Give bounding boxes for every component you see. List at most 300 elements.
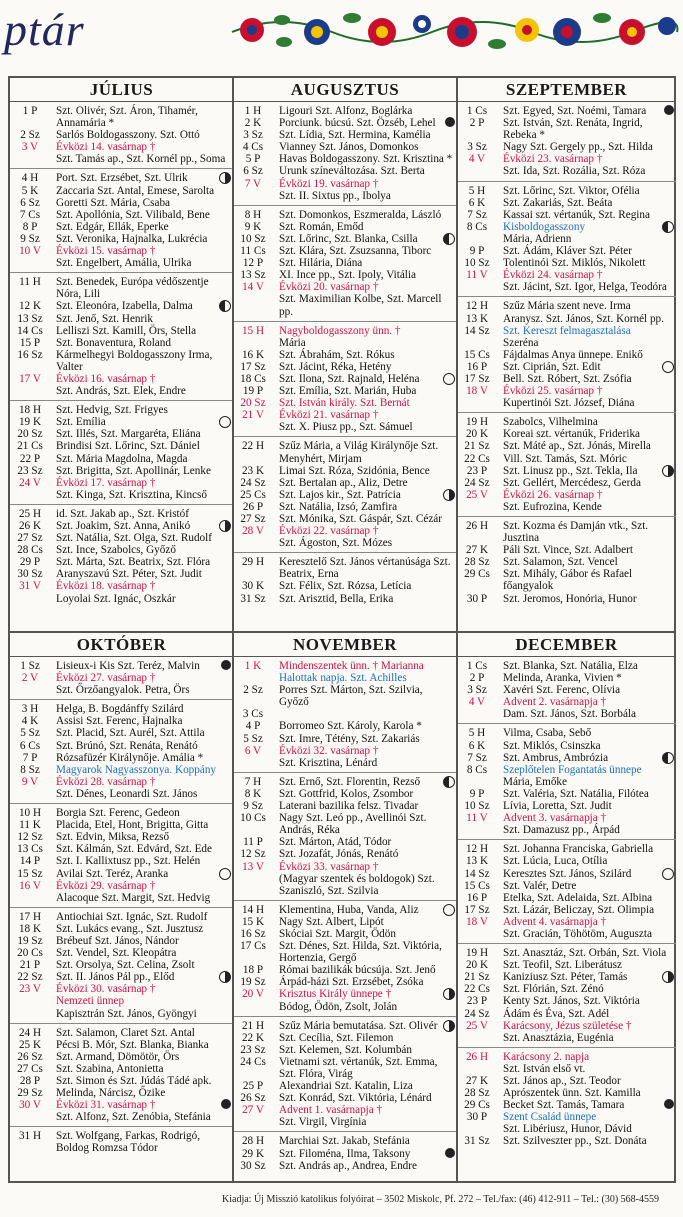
day-text: Brébeuf Szt. János, Nándor <box>56 934 179 947</box>
day-date: 13 V <box>242 860 264 873</box>
day-row <box>457 727 676 739</box>
day-saints <box>50 105 233 129</box>
day-saints <box>273 1001 457 1013</box>
day-saints <box>497 1051 676 1063</box>
day-date <box>233 337 273 349</box>
day-date: 8 Cs <box>466 763 488 776</box>
day-text: Szt. Kálmán, Szt. Edvárd, Szt. Ede <box>56 843 212 856</box>
day-date: 25 K <box>18 1038 42 1051</box>
day-text: Advent 1. vasárnapja † <box>279 1104 383 1117</box>
day-date: 14 H <box>241 903 265 916</box>
day-row <box>457 209 676 221</box>
day-text: Lelliszi Szt. Kamill, Örs, Stella <box>56 324 197 337</box>
day-saints <box>50 477 233 489</box>
day-row <box>10 404 233 416</box>
day-row <box>457 947 676 959</box>
day-text: Évközi 30. vasárnap † <box>56 983 156 996</box>
day-saints <box>273 1056 457 1080</box>
day-date: 25 Cs <box>240 488 266 501</box>
day-row <box>457 593 676 605</box>
day-saints <box>497 660 676 672</box>
day-saints <box>50 807 233 819</box>
day-text: Évközi 15. vasárnap † <box>56 245 156 258</box>
day-row <box>457 221 676 233</box>
week-block <box>233 901 457 1017</box>
day-row <box>10 416 233 428</box>
day-text: Évközi 21. vasárnap † <box>279 409 379 422</box>
day-row <box>233 337 457 349</box>
day-row <box>233 593 457 605</box>
day-row <box>10 995 233 1007</box>
day-saints <box>273 361 457 373</box>
week-block <box>10 273 233 401</box>
day-date: 22 Sz <box>17 971 43 984</box>
day-date <box>10 153 50 165</box>
day-text: Vilma, Csaba, Sebő <box>503 727 592 740</box>
day-text: Melinda, Aranka, Vivien * <box>503 672 622 685</box>
day-text: Nagy Szt. Gergely pp., Szt. Hilda <box>503 141 653 154</box>
day-date: 26 Sz <box>17 1050 43 1063</box>
day-date: 7 Sz <box>467 208 487 221</box>
day-row <box>10 440 233 452</box>
day-date: 23 V <box>19 983 41 996</box>
day-row <box>233 928 457 940</box>
day-date: 3 Sz <box>467 684 487 697</box>
day-text: Tolentinói Szt. Miklós, Nikolett <box>503 257 646 270</box>
day-row <box>457 1135 676 1147</box>
day-saints <box>273 593 457 605</box>
day-saints <box>273 660 457 672</box>
month-header: JÚLIUS <box>10 78 233 102</box>
day-row <box>233 848 457 860</box>
day-saints <box>497 947 676 959</box>
day-date: 4 V <box>468 696 486 709</box>
day-text: Bell. Szt. Róbert, Szt. Zsófia <box>503 372 632 385</box>
moon-phase-icon <box>443 776 455 788</box>
day-text: Szt. II. János Pál pp., Előd <box>56 971 175 984</box>
day-date: 24 Cs <box>240 1055 266 1068</box>
day-date <box>233 757 273 769</box>
day-date: 15 Cs <box>464 348 490 361</box>
day-text: Xavéri Szt. Ferenc, Olívia <box>503 684 621 697</box>
day-row <box>10 233 233 245</box>
week-block <box>457 1048 676 1151</box>
day-saints <box>273 281 457 293</box>
day-saints <box>50 349 233 373</box>
day-date: 16 Sz <box>17 348 43 361</box>
day-text: Koreai szt. vértanúk, Friderika <box>503 428 640 441</box>
day-row <box>233 1160 457 1172</box>
day-date: 16 Sz <box>240 927 266 940</box>
day-saints <box>497 300 676 312</box>
day-row <box>457 477 676 489</box>
day-row <box>233 129 457 141</box>
day-saints <box>50 416 233 428</box>
day-date: 17 Sz <box>240 360 266 373</box>
day-row <box>10 325 233 337</box>
day-text: Szt. Lukács evang., Szt. Jusztusz <box>56 922 204 935</box>
day-saints <box>497 1063 676 1075</box>
day-saints <box>273 812 457 836</box>
day-saints <box>50 276 233 300</box>
day-saints <box>497 325 676 337</box>
day-saints <box>50 1063 233 1075</box>
day-saints <box>273 1032 457 1044</box>
day-saints <box>50 129 233 141</box>
day-row <box>457 880 676 892</box>
day-text: Avilai Szt. Teréz, Aranka <box>56 867 169 880</box>
day-saints <box>497 1123 676 1135</box>
day-saints <box>497 727 676 739</box>
day-text: Szt. X. Piusz pp., Szt. Sámuel <box>279 421 413 434</box>
day-date: 1 Cs <box>466 105 488 117</box>
day-saints <box>273 1020 457 1032</box>
moon-phase-icon <box>445 1148 455 1158</box>
day-date: 10 H <box>18 807 42 820</box>
day-text: Szt. Márton, Atád, Tódor <box>279 836 392 849</box>
day-row <box>457 1032 676 1044</box>
day-date: 7 P <box>22 751 38 764</box>
day-text: Szt. Ábrahám, Szt. Rókus <box>279 348 395 361</box>
day-date: 7 H <box>244 775 262 788</box>
day-saints <box>50 1130 233 1154</box>
day-saints <box>497 800 676 812</box>
day-text: Bódog, Ödön, Zsolt, Jolán <box>279 1000 398 1013</box>
day-row <box>233 421 457 433</box>
day-saints <box>497 971 676 983</box>
day-date: 3 Sz <box>467 141 487 154</box>
day-saints <box>497 465 676 477</box>
day-date: 19 Sz <box>17 934 43 947</box>
day-date: 20 Sz <box>240 397 266 410</box>
moon-phase-icon <box>443 233 455 245</box>
day-date: 14 Sz <box>464 867 490 880</box>
moon-phase-icon <box>664 1099 674 1109</box>
day-row <box>10 740 233 752</box>
day-date: 25 V <box>466 1019 488 1032</box>
day-date: 4 K <box>21 715 39 728</box>
day-text: Szt. Edvin, Miksa, Rezső <box>56 831 170 844</box>
day-row <box>10 1063 233 1075</box>
day-saints <box>273 525 457 537</box>
day-text: Évközi 24. vasárnap † <box>503 269 603 282</box>
day-date: 20 Sz <box>17 428 43 441</box>
day-date: 15 Sz <box>17 867 43 880</box>
day-date <box>457 1123 497 1135</box>
day-date: 5 P <box>245 153 261 166</box>
day-saints <box>497 880 676 892</box>
day-date <box>233 873 273 897</box>
day-saints <box>497 209 676 221</box>
day-text: Szt. Eufrozina, Kende <box>503 500 602 513</box>
day-date: 30 V <box>19 1099 41 1112</box>
day-row <box>10 520 233 532</box>
day-row <box>10 959 233 971</box>
day-row <box>10 508 233 520</box>
moon-phase-icon <box>445 117 455 127</box>
day-date: 5 H <box>468 727 486 740</box>
day-saints <box>50 257 233 269</box>
day-row <box>10 221 233 233</box>
day-row <box>233 513 457 525</box>
day-date: 31 Sz <box>240 592 266 605</box>
day-saints <box>50 337 233 349</box>
day-saints <box>273 221 457 233</box>
day-saints <box>497 185 676 197</box>
day-row <box>10 807 233 819</box>
day-date: 16 P <box>466 360 488 373</box>
day-date <box>457 281 497 293</box>
day-date: 29 P <box>19 556 41 569</box>
moon-phase-icon <box>662 465 674 477</box>
month-header: DECEMBER <box>457 633 676 657</box>
day-saints <box>273 733 457 745</box>
day-saints <box>497 428 676 440</box>
day-row <box>457 740 676 752</box>
day-text: Limai Szt. Róza, Szidónia, Bence <box>279 464 430 477</box>
week-block <box>457 840 676 944</box>
day-date: 1 P <box>22 105 38 117</box>
day-row <box>10 880 233 892</box>
day-row <box>457 269 676 281</box>
day-row <box>457 1063 676 1075</box>
day-saints <box>50 209 233 221</box>
week-block <box>233 322 457 438</box>
day-date: 30 Sz <box>240 1159 266 1172</box>
day-row <box>457 465 676 477</box>
day-row <box>233 178 457 190</box>
day-row <box>457 105 676 117</box>
day-date: 26 H <box>465 520 489 532</box>
day-saints <box>50 428 233 440</box>
day-date: 18 V <box>466 915 488 928</box>
day-saints <box>50 221 233 233</box>
day-text: Szt. Dénes, Leonardi Szt. János <box>56 787 198 800</box>
day-text: Szt. Szilveszter pp., Szt. Donáta <box>503 1135 647 1148</box>
day-row <box>457 752 676 764</box>
day-saints <box>50 1099 233 1111</box>
day-saints <box>273 720 457 732</box>
week-block <box>233 1132 457 1174</box>
day-text: Mária, Emőke <box>503 775 567 788</box>
day-date: 12 K <box>18 300 42 313</box>
day-row <box>457 165 676 177</box>
moon-phase-icon <box>443 904 455 916</box>
day-date: 26 K <box>18 520 42 532</box>
day-date: 14 P <box>19 855 41 868</box>
day-date: 12 Sz <box>17 831 43 844</box>
day-date: 22 Cs <box>464 452 490 465</box>
day-saints <box>50 672 233 684</box>
day-text: Szt. Tamás ap., Szt. Kornél pp., Soma <box>56 153 226 166</box>
day-text: Szűz Mária bemutatása. Szt. Olivér <box>279 1019 438 1032</box>
day-text: Szt. Jácint, Réka, Hetény <box>279 360 392 373</box>
day-saints <box>50 568 233 580</box>
day-saints <box>273 373 457 385</box>
day-text: Szt. István, Szt. Renáta, Ingrid, Rebeka * <box>503 117 643 142</box>
day-date: 6 V <box>244 744 262 757</box>
day-date: 12 H <box>465 300 489 313</box>
day-text: Marchiai Szt. Jakab, Stefánia <box>279 1135 410 1148</box>
day-row <box>457 904 676 916</box>
day-row <box>10 489 233 501</box>
day-text: Lisieux-i Kis Szt. Teréz, Malvin <box>56 660 200 672</box>
footer-text: Kiadja: Új Misszió katolikus folyóirat – 3502 Miskolc, Pf. 272 – Tel./fax: (46) 412-911 – Tel.: (30) 568-4559 <box>222 1194 659 1205</box>
day-text: Szt. Román, Emőd <box>279 220 364 233</box>
day-row <box>10 764 233 776</box>
day-date: 10 Sz <box>464 257 490 270</box>
day-date: 29 H <box>241 556 265 569</box>
day-saints <box>50 385 233 397</box>
day-date: 14 V <box>242 281 264 294</box>
day-saints <box>50 580 233 592</box>
day-row <box>233 684 457 708</box>
day-text: Évközi 33. vasárnap † <box>279 860 379 873</box>
day-saints <box>273 178 457 190</box>
day-saints <box>273 385 457 397</box>
day-date: 16 P <box>466 891 488 904</box>
day-saints <box>497 696 676 708</box>
day-text: Szt. István király. Szt. Bernát <box>279 397 410 410</box>
day-row <box>457 568 676 592</box>
day-row <box>233 153 457 165</box>
moon-phase-icon <box>662 971 674 983</box>
day-row <box>233 964 457 976</box>
day-date: 6 Cs <box>19 739 41 752</box>
day-text: Vietnami szt. vértanúk, Szt. Emma, Szt. Flóra, Virág <box>279 1055 438 1080</box>
month-header: AUGUSZTUS <box>233 78 457 102</box>
week-block <box>10 804 233 908</box>
moon-phase-icon <box>221 1099 231 1109</box>
day-text: Évközi 23. vasárnap † <box>503 153 603 166</box>
day-text: Ligouri Szt. Alfonz, Boglárka <box>279 105 413 117</box>
day-row <box>10 300 233 312</box>
day-text: Szt. Ilona, Szt. Rajnald, Heléna <box>279 372 420 385</box>
day-date: 21 Sz <box>464 440 490 453</box>
day-row <box>233 221 457 233</box>
day-text: Szt. János ap., Szt. Teodor <box>503 1075 621 1087</box>
day-saints <box>497 197 676 209</box>
day-date: 29 Sz <box>17 1087 43 1100</box>
day-date: 8 P <box>22 220 38 233</box>
day-date: 2 P <box>469 672 485 685</box>
week-block <box>457 944 676 1048</box>
day-text: Szt. Ince, Szabolcs, Győző <box>56 544 176 557</box>
day-saints <box>50 764 233 776</box>
day-row <box>10 788 233 800</box>
day-text: Kenty Szt. János, Szt. Viktória <box>503 995 640 1008</box>
day-date: 20 K <box>465 428 489 441</box>
day-saints <box>497 141 676 153</box>
day-date <box>10 257 50 269</box>
day-text: Szűz Mária szent neve. Irma <box>503 300 631 313</box>
day-text: Szt. Máté ap., Szt. Jónás, Mirella <box>503 440 651 453</box>
day-date: 4 H <box>21 172 39 185</box>
day-saints <box>273 190 457 202</box>
week-block <box>457 413 676 517</box>
day-text: Mária, Adrienn <box>503 232 572 245</box>
day-date: 13 Sz <box>17 312 43 325</box>
day-row <box>457 788 676 800</box>
day-date: 17 Cs <box>240 940 266 953</box>
day-text: Szt. Ida, Szt. Rozália, Szt. Róza <box>503 165 646 178</box>
day-date <box>10 684 50 696</box>
day-row <box>233 916 457 928</box>
day-date <box>10 593 50 605</box>
day-row <box>10 556 233 568</box>
day-row <box>10 911 233 923</box>
day-text: Szent Család ünnepe <box>503 1111 597 1124</box>
day-date: 26 H <box>465 1050 489 1063</box>
day-date: 23 Sz <box>17 464 43 477</box>
day-saints <box>50 684 233 696</box>
day-saints <box>273 513 457 525</box>
day-row <box>457 892 676 904</box>
day-saints <box>50 141 233 153</box>
day-saints <box>50 520 233 532</box>
day-date: 1 Cs <box>466 660 488 672</box>
day-row <box>457 971 676 983</box>
day-date: 29 K <box>241 1147 265 1160</box>
day-row <box>10 752 233 764</box>
day-row <box>457 1020 676 1032</box>
day-row <box>457 800 676 812</box>
day-row <box>233 720 457 732</box>
day-row <box>457 325 676 337</box>
day-saints <box>50 703 233 715</box>
day-row <box>233 672 457 684</box>
day-text: Szt. Brigitta, Szt. Apollinár, Lenke <box>56 464 211 477</box>
day-saints <box>273 873 457 897</box>
day-text: Szt. Gottfrid, Kolos, Zsombor <box>279 787 414 800</box>
day-date: 14 Cs <box>17 324 43 337</box>
day-date: 21 Sz <box>464 971 490 984</box>
day-date: 29 Cs <box>464 1099 490 1112</box>
day-date <box>457 501 497 513</box>
day-date: 5 Sz <box>20 727 40 740</box>
day-row <box>233 861 457 873</box>
day-saints <box>497 349 676 361</box>
day-text: Borgia Szt. Ferenc, Gedeon <box>56 807 180 820</box>
day-saints <box>50 593 233 605</box>
month-header: NOVEMBER <box>233 633 457 657</box>
day-saints <box>273 153 457 165</box>
row-divider <box>10 631 674 633</box>
day-text: Páli Szt. Vince, Szt. Adalbert <box>503 544 633 557</box>
day-date: 28 Sz <box>464 1087 490 1100</box>
day-saints <box>497 868 676 880</box>
day-text: Szt. Valér, Detre <box>503 879 577 892</box>
day-text: Ádám és Éva, Szt. Adél <box>503 1007 610 1020</box>
day-date: 12 H <box>465 843 489 856</box>
day-row <box>233 1056 457 1080</box>
day-saints <box>497 684 676 696</box>
day-saints <box>273 293 457 317</box>
day-date: 24 Sz <box>464 476 490 489</box>
day-text: Fájdalmas Anya ünnepe. Enikő <box>503 348 643 361</box>
day-text: Évközi 16. vasárnap † <box>56 372 156 385</box>
day-row <box>10 313 233 325</box>
day-saints <box>273 1044 457 1056</box>
day-date <box>233 293 273 317</box>
day-row <box>233 281 457 293</box>
day-row <box>10 819 233 831</box>
day-saints <box>50 911 233 923</box>
day-date: 31 V <box>19 580 41 593</box>
day-saints <box>273 836 457 848</box>
day-saints <box>50 971 233 983</box>
day-row <box>233 976 457 988</box>
